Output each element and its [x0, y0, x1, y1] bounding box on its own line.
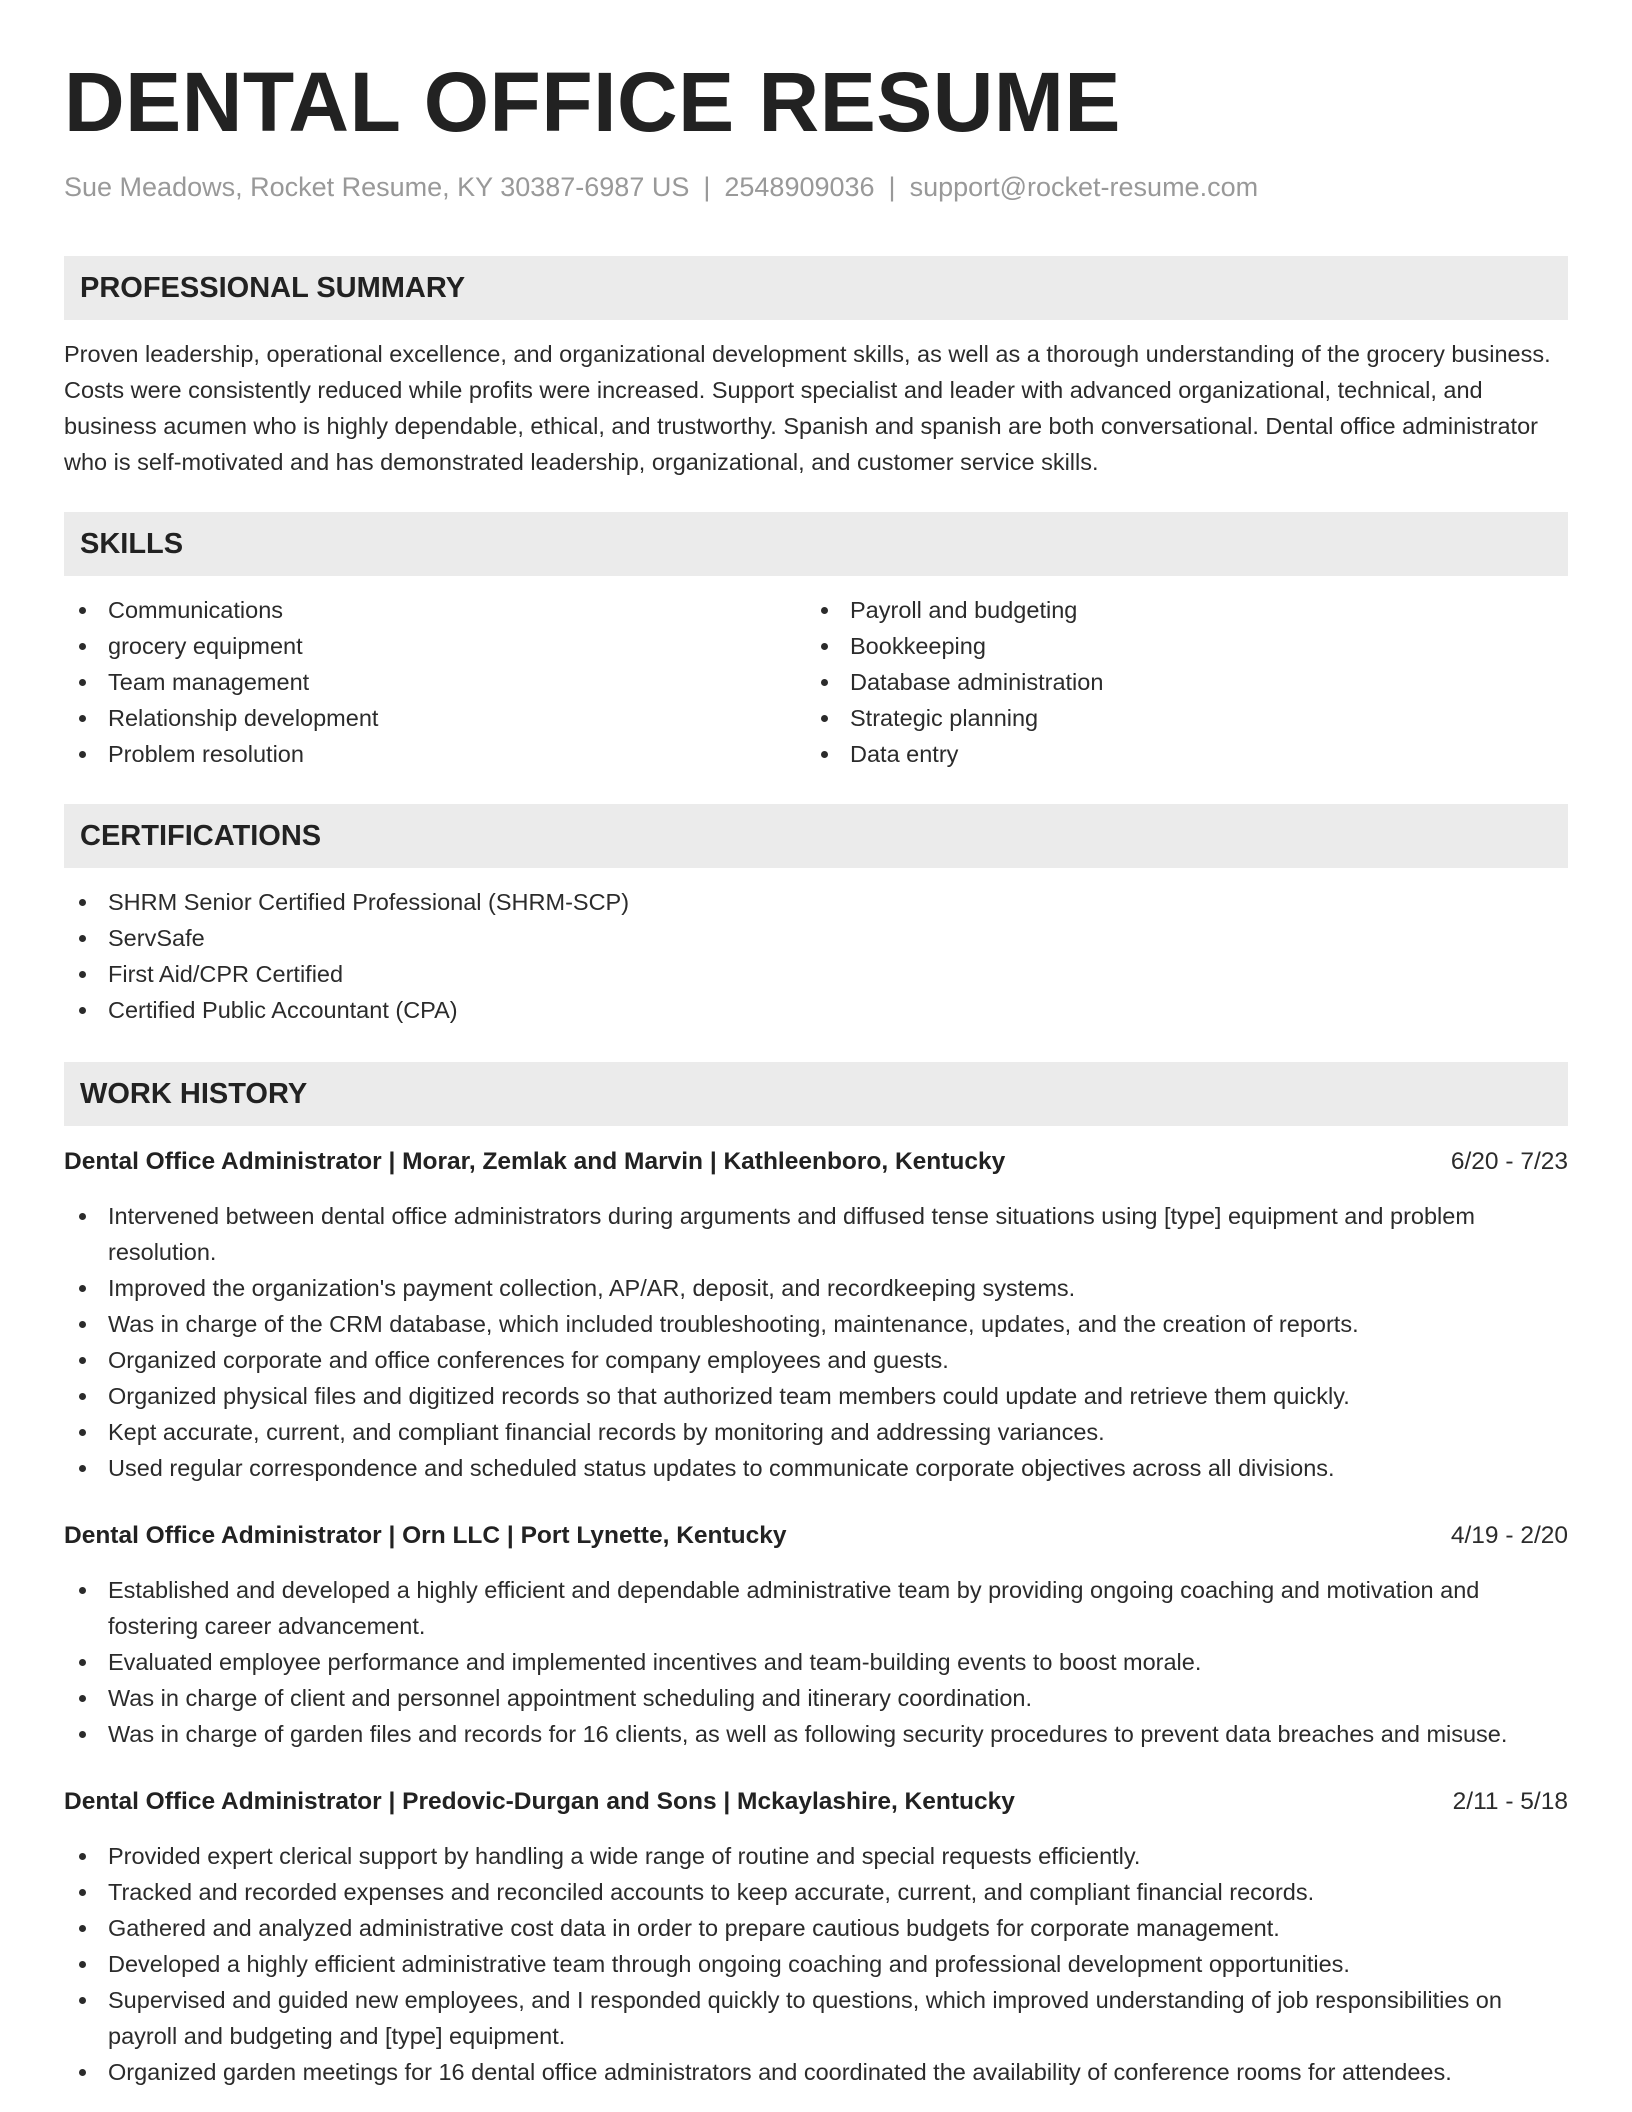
job-title: Dental Office Administrator | Orn LLC | Port Lynette, Kentucky [64, 1522, 787, 1549]
skill-item: Payroll and budgeting [806, 592, 1548, 628]
job-bullet: Used regular correspondence and scheduled status updates to communicate corporate objectives across all divisions. [64, 1450, 1568, 1486]
skills-column-right [806, 592, 1548, 772]
job-bullet: Was in charge of garden files and records for 16 clients, as well as following security procedures to prevent data breaches and misuse. [64, 1716, 1568, 1752]
certification-item: ServSafe [64, 920, 1568, 956]
skills-heading: SKILLS [64, 512, 1568, 576]
job-bullet: Provided expert clerical support by handling a wide range of routine and special requests efficiently. [64, 1838, 1568, 1874]
job-title: Dental Office Administrator | Morar, Zemlak and Marvin | Kathleenboro, Kentucky [64, 1148, 1006, 1175]
job-dates: 2/11 - 5/18 [1452, 1788, 1568, 1815]
certification-item: SHRM Senior Certified Professional (SHRM-SCP) [64, 884, 1568, 920]
contact-address: Sue Meadows, Rocket Resume, KY 30387-6987 US [64, 172, 690, 202]
job-header [64, 1518, 1568, 1554]
skill-item: Data entry [806, 736, 1548, 772]
skill-item: Relationship development [64, 700, 806, 736]
contact-phone: 2548909036 [724, 172, 875, 202]
job-bullet: Organized physical files and digitized records so that authorized team members could update and retrieve them quickly. [64, 1378, 1568, 1414]
skills-list [64, 592, 1568, 772]
certification-item: Certified Public Accountant (CPA) [64, 992, 1568, 1028]
job-bullets [64, 1838, 1568, 2090]
skill-item: Team management [64, 664, 806, 700]
certifications-list [64, 884, 1568, 1028]
page-title: DENTAL OFFICE RESUME [64, 55, 1121, 149]
job-header [64, 1144, 1568, 1180]
job-bullet: Organized garden meetings for 16 dental office administrators and coordinated the availability of conference rooms for attendees. [64, 2054, 1568, 2090]
skill-item: Problem resolution [64, 736, 806, 772]
job-header [64, 1784, 1568, 1820]
job-bullet: Organized corporate and office conferences for company employees and guests. [64, 1342, 1568, 1378]
job-bullets [64, 1198, 1568, 1486]
job-bullet: Was in charge of the CRM database, which included troubleshooting, maintenance, updates, and the creation of reports. [64, 1306, 1568, 1342]
job-entry [64, 1518, 1568, 1752]
job-bullet: Improved the organization's payment collection, AP/AR, deposit, and recordkeeping systems. [64, 1270, 1568, 1306]
summary-heading: PROFESSIONAL SUMMARY [64, 256, 1568, 320]
job-bullet: Established and developed a highly efficient and dependable administrative team by providing ongoing coaching and motivation and fostering career advancement. [64, 1572, 1568, 1644]
job-dates: 6/20 - 7/23 [1450, 1148, 1568, 1175]
job-entry [64, 1784, 1568, 2090]
job-bullet: Was in charge of client and personnel appointment scheduling and itinerary coordination. [64, 1680, 1568, 1716]
skill-item: Strategic planning [806, 700, 1548, 736]
contact-line [64, 170, 1568, 204]
job-bullet: Developed a highly efficient administrative team through ongoing coaching and professional development opportunities. [64, 1946, 1568, 1982]
certification-item: First Aid/CPR Certified [64, 956, 1568, 992]
job-bullet: Intervened between dental office administrators during arguments and diffused tense situations using [type] equipment and problem resolution. [64, 1198, 1568, 1270]
contact-separator: | [888, 172, 896, 202]
skill-item: Database administration [806, 664, 1548, 700]
skill-item: Communications [64, 592, 806, 628]
job-bullet: Gathered and analyzed administrative cost data in order to prepare cautious budgets for corporate management. [64, 1910, 1568, 1946]
contact-email: support@rocket-resume.com [909, 172, 1259, 202]
resume-page [64, 0, 1568, 2090]
certifications-heading: CERTIFICATIONS [64, 804, 1568, 868]
summary-text: Proven leadership, operational excellence, and organizational development skills, as well as a thorough understanding of the grocery business. Costs were consistently reduced while profits were increased. Support specialist and leader with advanced organizational, technical, and business acumen who is highly dependable, ethical, and trustworthy. Spanish and spanish are both conversational. Dental office administrator who is self-motivated and has demonstrated leadership, organizational, and customer service skills. [64, 341, 1551, 475]
job-bullet: Supervised and guided new employees, and I responded quickly to questions, which improved understanding of job responsibilities on payroll and budgeting and [type] equipment. [64, 1982, 1568, 2054]
skill-item: Bookkeeping [806, 628, 1548, 664]
work-history-heading: WORK HISTORY [64, 1062, 1568, 1126]
job-bullets [64, 1572, 1568, 1752]
contact-separator: | [703, 172, 711, 202]
job-bullet: Evaluated employee performance and implemented incentives and team-building events to boost morale. [64, 1644, 1568, 1680]
skills-column-left [64, 592, 806, 772]
skill-item: grocery equipment [64, 628, 806, 664]
job-bullet: Kept accurate, current, and compliant financial records by monitoring and addressing variances. [64, 1414, 1568, 1450]
job-title: Dental Office Administrator | Predovic-Durgan and Sons | Mckaylashire, Kentucky [64, 1788, 1015, 1815]
job-entry [64, 1144, 1568, 1486]
job-dates: 4/19 - 2/20 [1450, 1522, 1568, 1549]
job-bullet: Tracked and recorded expenses and reconciled accounts to keep accurate, current, and compliant financial records. [64, 1874, 1568, 1910]
